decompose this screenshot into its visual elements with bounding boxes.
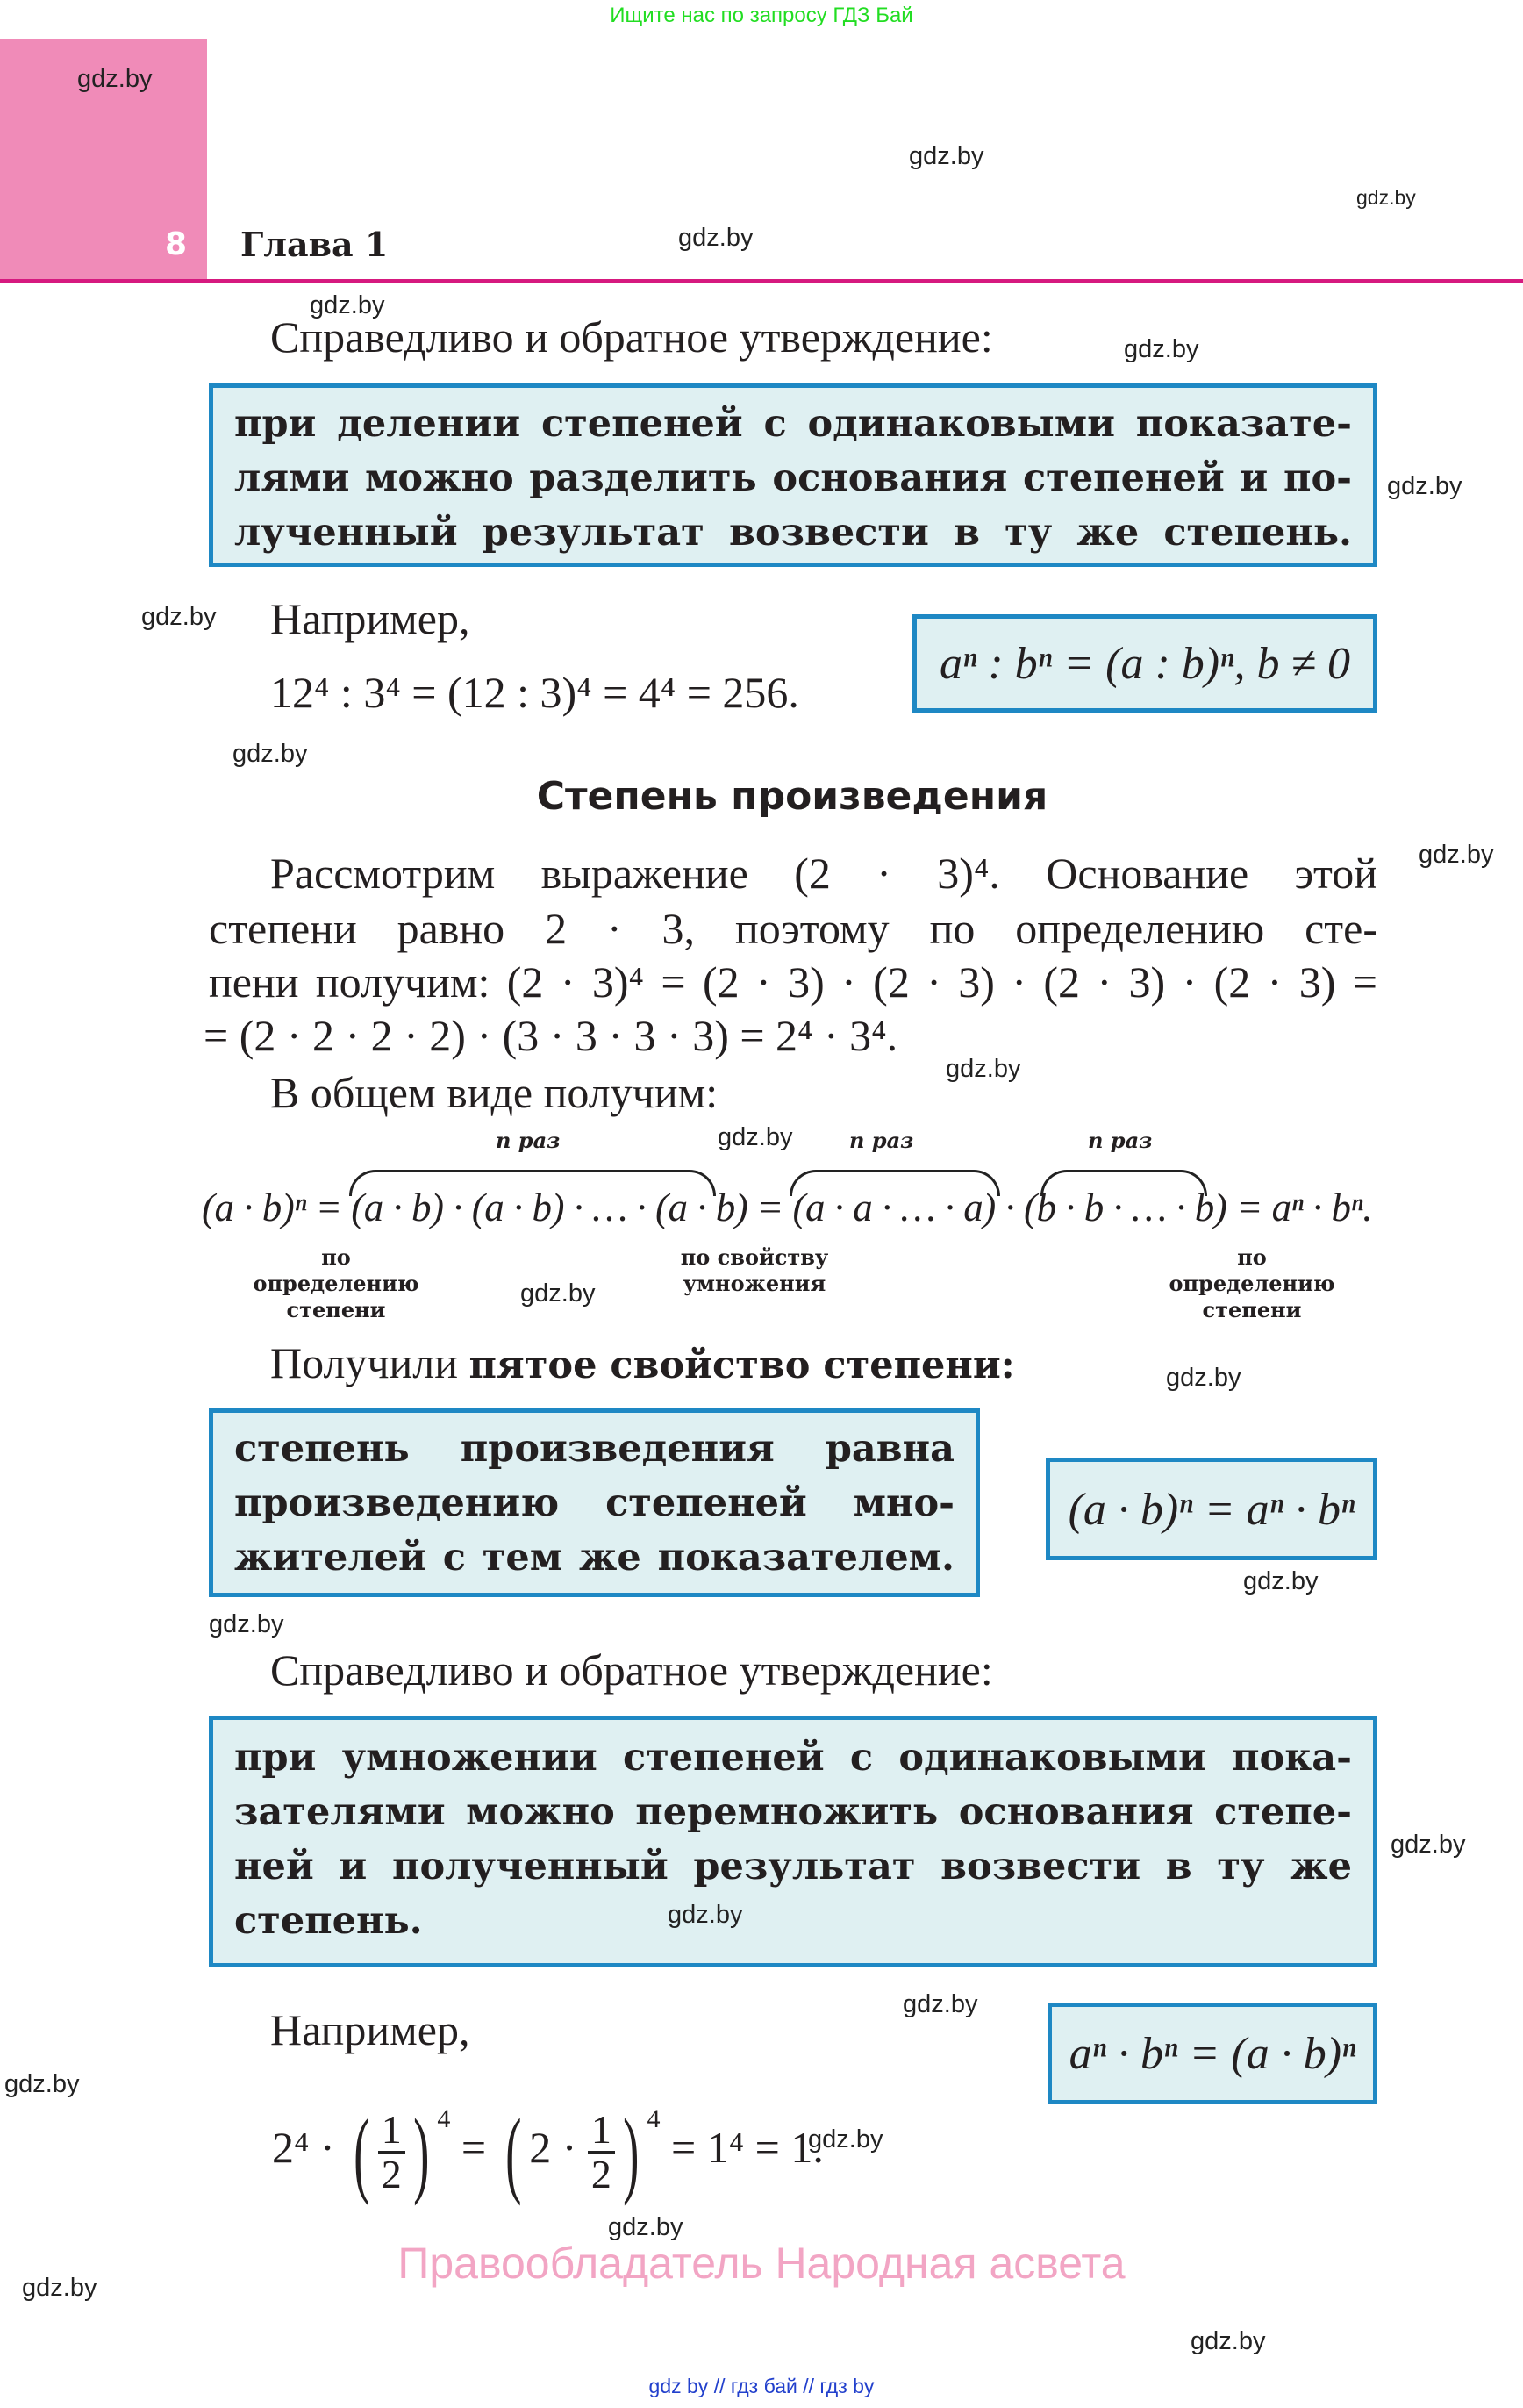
fraction — [378, 2109, 405, 2196]
watermark: gdz.by — [141, 603, 217, 631]
example-label-1: Например, — [270, 594, 470, 643]
chapter-title: Глава 1 — [240, 225, 389, 264]
watermark: gdz.by — [1166, 1364, 1241, 1392]
rule-line: при делении степеней с одинаковыми показате- — [234, 402, 1352, 446]
watermark: gdz.by — [678, 224, 754, 252]
watermark: gdz.by — [608, 2213, 683, 2241]
denominator: 2 — [590, 2152, 611, 2197]
note-definition: по определению степени — [253, 1244, 419, 1322]
paragraph-line: пени получим: (2 · 3)⁴ = (2 · 3) · (2 · 3) · (2 · 3) · (2 · 3) = — [209, 957, 1377, 1007]
watermark: gdz.by — [1391, 1831, 1466, 1859]
watermark: gdz.by — [1124, 335, 1199, 363]
watermark: gdz.by — [520, 1279, 596, 1308]
rule-box-division — [209, 383, 1377, 567]
rule-box-multiplication — [209, 1716, 1377, 1967]
numerator: 1 — [378, 2109, 405, 2154]
denominator: 2 — [381, 2152, 402, 2197]
property-intro-plain: Получили — [270, 1338, 469, 1387]
rule-line: зателями можно перемножить основания степе- — [234, 1790, 1352, 1834]
watermark: gdz.by — [22, 2274, 97, 2302]
watermark: gdz.by — [946, 1055, 1021, 1083]
header-divider — [0, 279, 1523, 283]
watermark: gdz.by — [1243, 1567, 1319, 1595]
exponent: 4 — [647, 2104, 661, 2133]
paragraph-line: Рассмотрим выражение (2 · 3)⁴. Основание этой — [270, 849, 1377, 898]
example-formula-2 — [272, 2062, 824, 2210]
watermark: gdz.by — [77, 65, 153, 93]
watermark: gdz.by — [4, 2070, 80, 2098]
paragraph-line: В общем виде получим: — [270, 1068, 719, 1117]
formula-division: aⁿ : bⁿ = (a : b)ⁿ, b ≠ 0 — [939, 639, 1351, 689]
copyright-watermark: Правообладатель Народная асвета — [397, 2239, 1126, 2288]
watermark: gdz.by — [1191, 2327, 1266, 2355]
term: 2⁴ — [272, 2123, 310, 2172]
note-definition: по определению степени — [1169, 1244, 1335, 1322]
page-number: 8 — [165, 226, 188, 262]
rule-line: степень произведения равна — [234, 1427, 955, 1471]
paragraph-line: степени равно 2 · 3, поэтому по определению сте- — [209, 904, 1377, 953]
equals: = — [461, 2123, 487, 2172]
rule-line: степень. — [234, 1899, 423, 1943]
top-banner[interactable]: Ищите нас по запросу ГДЗ Бай — [610, 4, 913, 27]
paren-open: ( — [354, 2098, 370, 2206]
formula-multiplication: aⁿ · bⁿ = (a · b)ⁿ — [1069, 2029, 1356, 2079]
note-multiplication: по свойству умножения — [680, 1244, 829, 1296]
rule-line: ней и полученный результат возвести в ту же — [234, 1845, 1352, 1888]
watermark: gdz.by — [1356, 186, 1416, 209]
paren-open: ( — [504, 2098, 522, 2206]
formula-box-multiplication — [1048, 2003, 1377, 2104]
example-label-2: Например, — [270, 2005, 470, 2054]
intro-text-1: Справедливо и обратное утверждение: — [270, 312, 993, 362]
rule-box-product — [209, 1408, 980, 1597]
watermark: gdz.by — [209, 1610, 284, 1638]
watermark: gdz.by — [808, 2125, 883, 2154]
exponent: 4 — [437, 2104, 451, 2133]
result: = 1⁴ = 1. — [671, 2123, 824, 2172]
watermark: gdz.by — [718, 1123, 793, 1151]
brace-label: n раз — [496, 1128, 561, 1153]
derivation-formula: (a · b)ⁿ = (a · b) · (a · b) · … · (a · b) = (a · a · … · a) · (b · b · … · b) = aⁿ · bⁿ. — [202, 1186, 1372, 1229]
paren-close: ) — [623, 2098, 640, 2206]
watermark: gdz.by — [1387, 472, 1462, 500]
section-title: Степень произведения — [536, 774, 1048, 819]
paren-close: ) — [412, 2098, 430, 2206]
watermark: gdz.by — [903, 1990, 978, 2018]
rule-line: лученный результат возвести в ту же степень. — [234, 511, 1352, 555]
numerator: 1 — [588, 2109, 615, 2154]
property-intro — [270, 1337, 1015, 1388]
brace-label: n раз — [1088, 1128, 1153, 1153]
rule-line: жителей с тем же показателем. — [234, 1536, 955, 1580]
rule-line: лями можно разделить основания степеней и по- — [234, 456, 1352, 500]
footer-links[interactable]: gdz by // гдз бай // гдз by — [648, 2375, 875, 2397]
rule-line: произведению степеней мно- — [234, 1481, 955, 1525]
example-formula-1: 12⁴ : 3⁴ = (12 : 3)⁴ = 4⁴ = 256. — [270, 668, 799, 717]
formula-box-product — [1046, 1458, 1377, 1560]
watermark: gdz.by — [909, 142, 984, 170]
dot: · — [319, 2123, 335, 2172]
term: 2 — [529, 2123, 552, 2172]
brace-label: n раз — [849, 1128, 914, 1153]
formula-product: (a · b)ⁿ = aⁿ · bⁿ — [1068, 1485, 1355, 1535]
watermark: gdz.by — [668, 1901, 743, 1929]
intro-text-2: Справедливо и обратное утверждение: — [270, 1645, 993, 1695]
formula-box-division — [912, 614, 1377, 713]
watermark: gdz.by — [1419, 841, 1494, 869]
rule-line: при умножении степеней с одинаковыми пока- — [234, 1736, 1352, 1780]
dot: · — [561, 2123, 577, 2172]
paragraph-line: = (2 · 2 · 2 · 2) · (3 · 3 · 3 · 3) = 2⁴ · 3⁴. — [204, 1011, 898, 1060]
fraction — [588, 2109, 615, 2196]
watermark: gdz.by — [310, 291, 385, 319]
watermark: gdz.by — [232, 740, 308, 768]
property-intro-bold: пятое свойство степени: — [468, 1344, 1015, 1387]
